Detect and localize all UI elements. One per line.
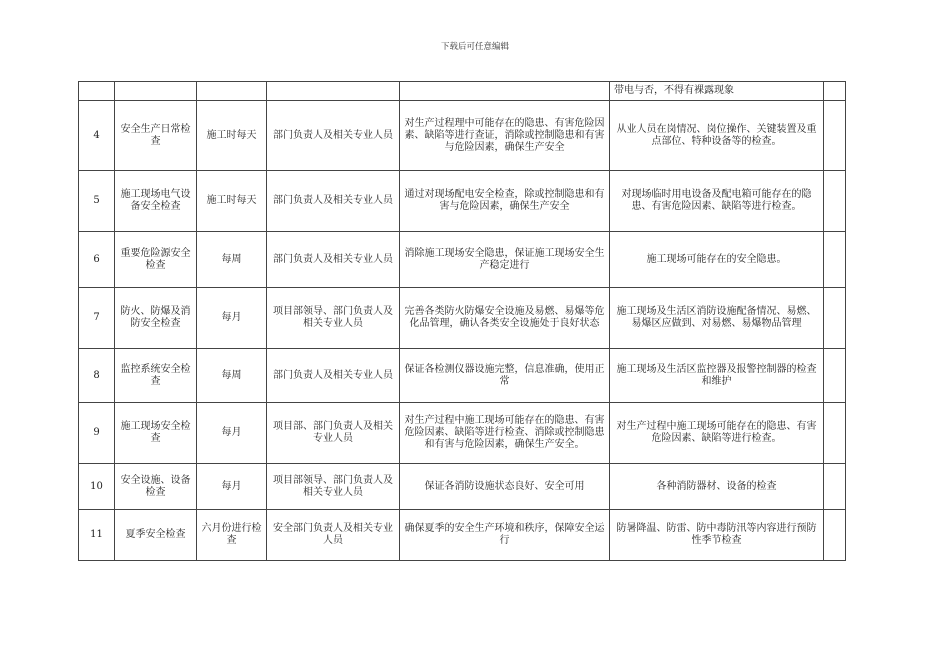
table-row [79,171,846,232]
page-header: 下载后可任意编辑 [440,42,509,52]
note-cell [824,349,846,403]
num-cell: 9 [79,403,115,464]
table-row [79,464,846,510]
purpose-cell [400,82,610,101]
range-cell: 施工现场及生活区监控器及报警控制器的检查和维护 [610,349,824,403]
people-cell: 项目部、部门负责人及相关专业人员 [267,403,400,464]
people-cell: 部门负责人及相关专业人员 [267,232,400,288]
freq-cell: 每月 [197,464,267,510]
freq-cell: 每周 [197,349,267,403]
freq-cell: 每月 [197,403,267,464]
purpose-cell: 保证各消防设施状态良好、安全可用 [400,464,610,510]
people-cell: 项目部领导、部门负责人及相关专业人员 [267,464,400,510]
freq-cell: 施工时每天 [197,171,267,232]
name-cell: 施工现场安全检查 [115,403,197,464]
purpose-cell: 消除施工现场安全隐患，保证施工现场安全生产稳定进行 [400,232,610,288]
name-cell: 重要危险源安全检查 [115,232,197,288]
range-cell: 带电与否，不得有裸露现象 [610,82,824,101]
note-cell [824,232,846,288]
num-cell [79,82,115,101]
table-row [79,82,846,101]
name-cell: 夏季安全检查 [115,510,197,561]
inspection-table [78,81,846,561]
name-cell: 防火、防爆及消防安全检查 [115,288,197,349]
num-cell: 8 [79,349,115,403]
range-cell: 对生产过程中施工现场可能存在的隐患、有害危险因素、缺陷等进行检查。 [610,403,824,464]
name-cell: 施工现场电气设备安全检查 [115,171,197,232]
range-cell: 各种消防器材、设备的检查 [610,464,824,510]
note-cell [824,510,846,561]
range-cell: 从业人员在岗情况、岗位操作、关键装置及重点部位、特种设备等的检查。 [610,101,824,171]
range-cell: 防暑降温、防雷、防中毒防汛等内容进行预防性季节检查 [610,510,824,561]
name-cell [115,82,197,101]
table-row [79,403,846,464]
range-cell: 对现场临时用电设备及配电箱可能存在的隐患、有害危险因素、缺陷等进行检查。 [610,171,824,232]
purpose-cell: 对生产过程中施工现场可能存在的隐患、有害危险因素、缺陷等进行检查、消除或控制隐患和有害与危险因素，确保生产安全。 [400,403,610,464]
note-cell [824,82,846,101]
freq-cell [197,82,267,101]
purpose-cell: 通过对现场配电安全检查，除或控制隐患和有害与危险因素，确保生产安全 [400,171,610,232]
name-cell: 安全生产日常检查 [115,101,197,171]
table-row [79,101,846,171]
freq-cell: 施工时每天 [197,101,267,171]
num-cell: 7 [79,288,115,349]
people-cell: 部门负责人及相关专业人员 [267,171,400,232]
table-row [79,288,846,349]
note-cell [824,171,846,232]
range-cell: 施工现场可能存在的安全隐患。 [610,232,824,288]
people-cell: 安全部门负责人及相关专业人员 [267,510,400,561]
freq-cell: 每月 [197,288,267,349]
table-row [79,510,846,561]
num-cell: 6 [79,232,115,288]
note-cell [824,403,846,464]
num-cell: 4 [79,101,115,171]
freq-cell: 每周 [197,232,267,288]
people-cell [267,82,400,101]
num-cell: 10 [79,464,115,510]
note-cell [824,101,846,171]
people-cell: 项目部领导、部门负责人及相关专业人员 [267,288,400,349]
note-cell [824,288,846,349]
freq-cell: 六月份进行检查 [197,510,267,561]
people-cell: 部门负责人及相关专业人员 [267,101,400,171]
num-cell: 11 [79,510,115,561]
purpose-cell: 对生产过程理中可能存在的隐患、有害危险因素、缺陷等进行查证，消除或控制隐患和有害与危险因素，确保生产安全 [400,101,610,171]
purpose-cell: 完善各类防火防爆安全设施及易燃、易爆等危化品管理，确认各类安全设施处于良好状态 [400,288,610,349]
name-cell: 监控系统安全检查 [115,349,197,403]
table-row [79,349,846,403]
range-cell: 施工现场及生活区消防设施配备情况、易燃、易爆区应做到、对易燃、易爆物品管理 [610,288,824,349]
people-cell: 部门负责人及相关专业人员 [267,349,400,403]
purpose-cell: 保证各检测仪器设施完整，信息准确，使用正常 [400,349,610,403]
note-cell [824,464,846,510]
name-cell: 安全设施、设备检查 [115,464,197,510]
purpose-cell: 确保夏季的安全生产环境和秩序，保障安全运行 [400,510,610,561]
table-row [79,232,846,288]
num-cell: 5 [79,171,115,232]
